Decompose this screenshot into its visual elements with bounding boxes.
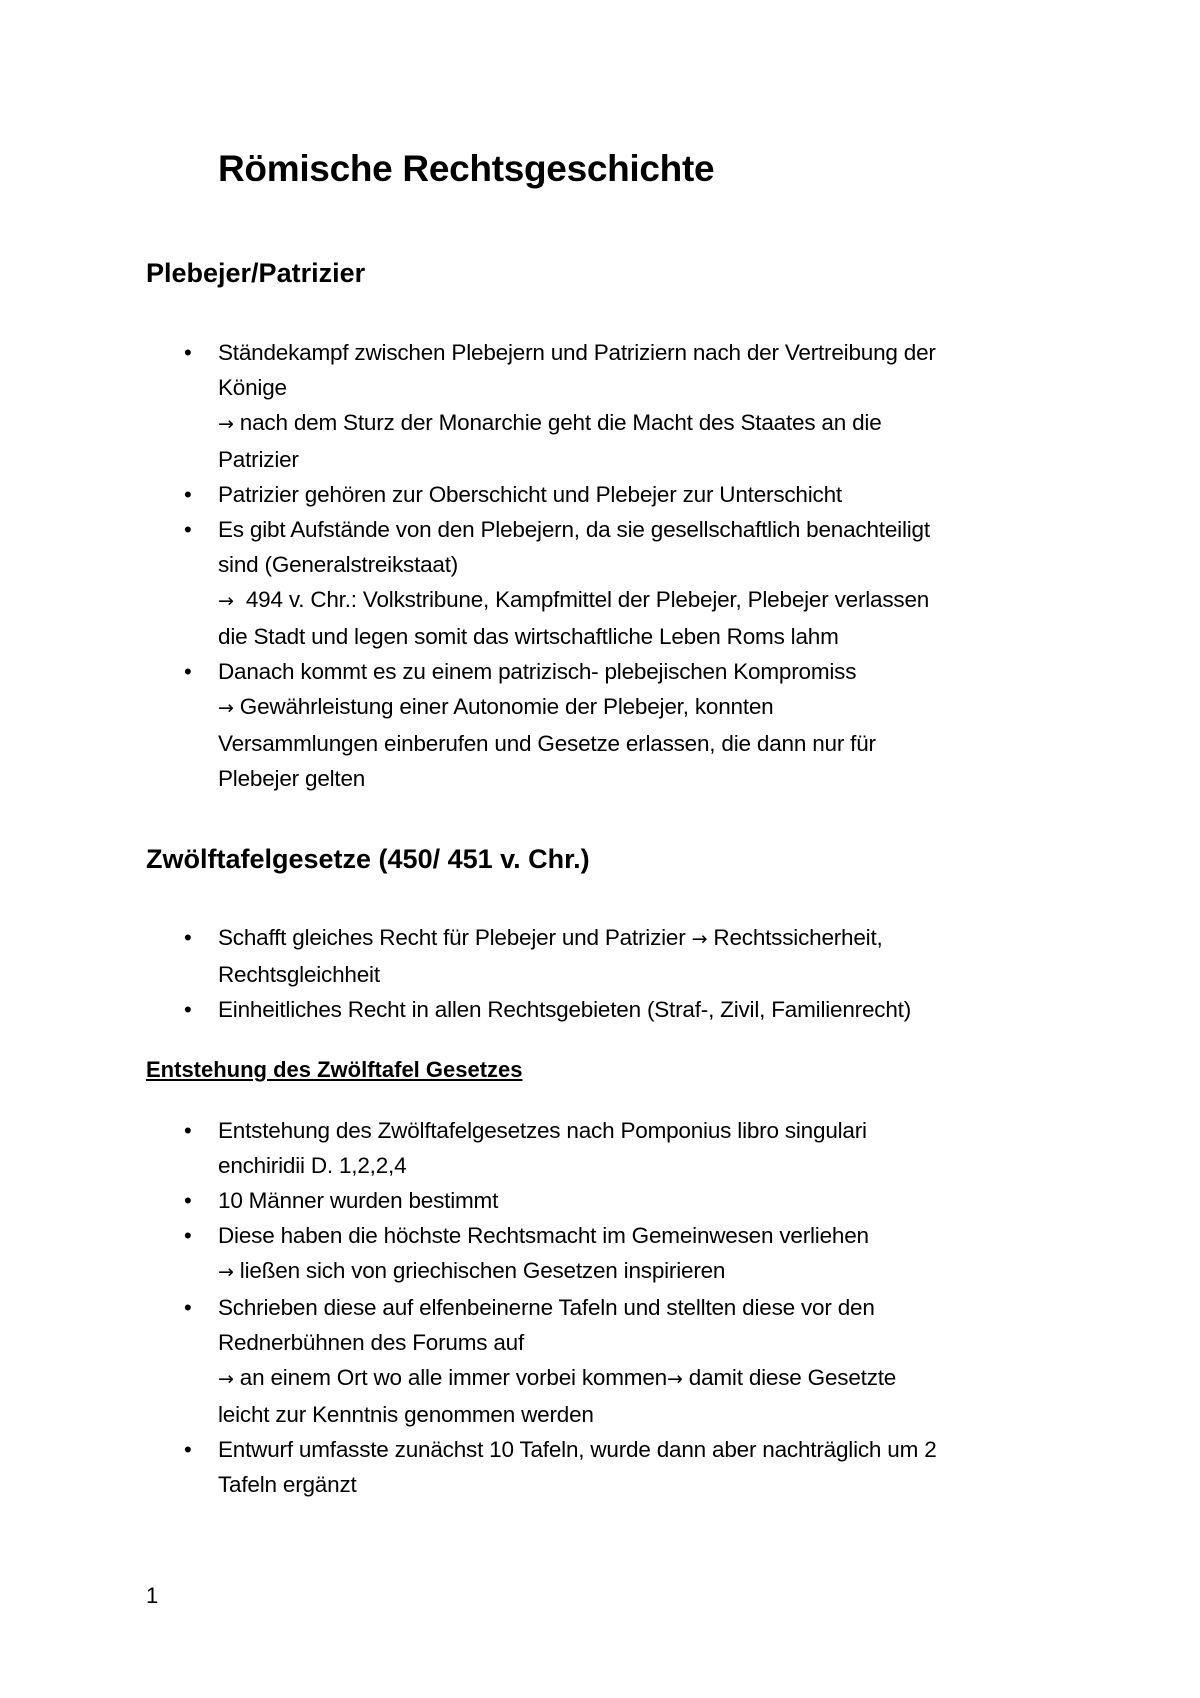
page-number: 1 xyxy=(146,1583,159,1608)
item-text: Rechtsgleichheit xyxy=(218,962,380,987)
bullet-icon: • xyxy=(184,517,192,542)
document-title: Römische Rechtsgeschichte xyxy=(218,148,715,189)
item-text: Tafeln ergänzt xyxy=(218,1472,357,1497)
item-text: die Stadt und legen somit das wirtschaftliche Leben Roms lahm xyxy=(218,624,839,649)
bullet-list-zwoelftafel xyxy=(0,920,1200,1027)
list-item xyxy=(0,335,1078,477)
arrow-right-icon: → xyxy=(218,590,234,612)
arrow-right-icon: → xyxy=(218,1368,234,1390)
item-text: Es gibt Aufstände von den Plebejern, da sie gesellschaftlich benachteiligt xyxy=(218,517,930,542)
item-text: enchiridii D. 1,2,2,4 xyxy=(218,1153,407,1178)
bullet-icon: • xyxy=(184,1188,192,1213)
bullet-icon: • xyxy=(184,659,192,684)
item-text: 494 v. Chr.: Volkstribune, Kampfmittel der Plebejer, Plebejer verlassen xyxy=(245,587,930,612)
item-text: ließen sich von griechischen Gesetzen inspirieren xyxy=(239,1258,726,1283)
item-text: sind (Generalstreikstaat) xyxy=(218,552,459,577)
list-item xyxy=(0,992,1078,1027)
item-text: Patrizier xyxy=(218,447,299,472)
list-item xyxy=(0,920,1078,992)
list-item xyxy=(0,654,1078,796)
item-text: Gewährleistung einer Autonomie der Plebejer, konnten xyxy=(239,694,774,719)
arrow-right-icon: → xyxy=(218,413,234,435)
list-item xyxy=(0,1113,1078,1183)
item-text: Patrizier gehören zur Oberschicht und Plebejer zur Unterschicht xyxy=(218,482,842,507)
list-item xyxy=(0,1290,1078,1432)
section-heading-zwoelftafelgesetze: Zwölftafelgesetze (450/ 451 v. Chr.) xyxy=(146,844,590,874)
bullet-list-plebejer xyxy=(0,335,1200,796)
item-text: Plebejer gelten xyxy=(218,766,366,791)
item-text: Rechtssicherheit, xyxy=(713,925,883,950)
item-text: leicht zur Kenntnis genommen werden xyxy=(218,1402,594,1427)
item-text: Schafft gleiches Recht für Plebejer und Patrizier xyxy=(218,925,686,950)
item-text: Diese haben die höchste Rechtsmacht im Gemeinwesen verliehen xyxy=(218,1223,869,1248)
item-text: nach dem Sturz der Monarchie geht die Macht des Staates an die xyxy=(239,410,882,435)
bullet-icon: • xyxy=(184,1295,192,1320)
item-text: Versammlungen einberufen und Gesetze erlassen, die dann nur für xyxy=(218,731,876,756)
bullet-icon: • xyxy=(184,482,192,507)
item-text: 10 Männer wurden bestimmt xyxy=(218,1188,499,1213)
bullet-icon: • xyxy=(184,1437,192,1462)
list-item xyxy=(0,1432,1078,1502)
item-text: Einheitliches Recht in allen Rechtsgebieten (Straf-, Zivil, Familienrecht) xyxy=(218,997,911,1022)
item-text: Entstehung des Zwölftafelgesetzes nach Pomponius libro singulari xyxy=(218,1118,867,1143)
bullet-icon: • xyxy=(184,340,192,365)
arrow-right-icon: → xyxy=(218,697,234,719)
item-text: an einem Ort wo alle immer vorbei kommen xyxy=(239,1365,667,1390)
bullet-icon: • xyxy=(184,1118,192,1143)
item-text: Ständekampf zwischen Plebejern und Patriziern nach der Vertreibung der xyxy=(218,340,936,365)
arrow-right-icon: → xyxy=(666,1368,683,1390)
item-text: Entwurf umfasste zunächst 10 Tafeln, wurde dann aber nachträglich um 2 xyxy=(218,1437,937,1462)
item-text: Rednerbühnen des Forums auf xyxy=(218,1330,525,1355)
bullet-icon: • xyxy=(184,997,192,1022)
list-item xyxy=(0,512,1078,654)
arrow-right-icon: → xyxy=(691,928,708,950)
list-item xyxy=(0,477,1078,512)
bullet-icon: • xyxy=(184,925,192,950)
bullet-list-entstehung xyxy=(0,1113,1200,1502)
item-text: Schrieben diese auf elfenbeinerne Tafeln und stellten diese vor den xyxy=(218,1295,875,1320)
arrow-right-icon: → xyxy=(218,1261,234,1283)
item-text: Könige xyxy=(218,375,287,400)
item-text: damit diese Gesetzte xyxy=(688,1365,897,1390)
section-heading-plebejer-patrizier: Plebejer/Patrizier xyxy=(146,258,366,288)
bullet-icon: • xyxy=(184,1223,192,1248)
subsection-heading-entstehung: Entstehung des Zwölftafel Gesetzes xyxy=(146,1057,523,1082)
item-text: Danach kommt es zu einem patrizisch- plebejischen Kompromiss xyxy=(218,659,857,684)
list-item xyxy=(0,1218,1078,1290)
list-item xyxy=(0,1183,1078,1218)
